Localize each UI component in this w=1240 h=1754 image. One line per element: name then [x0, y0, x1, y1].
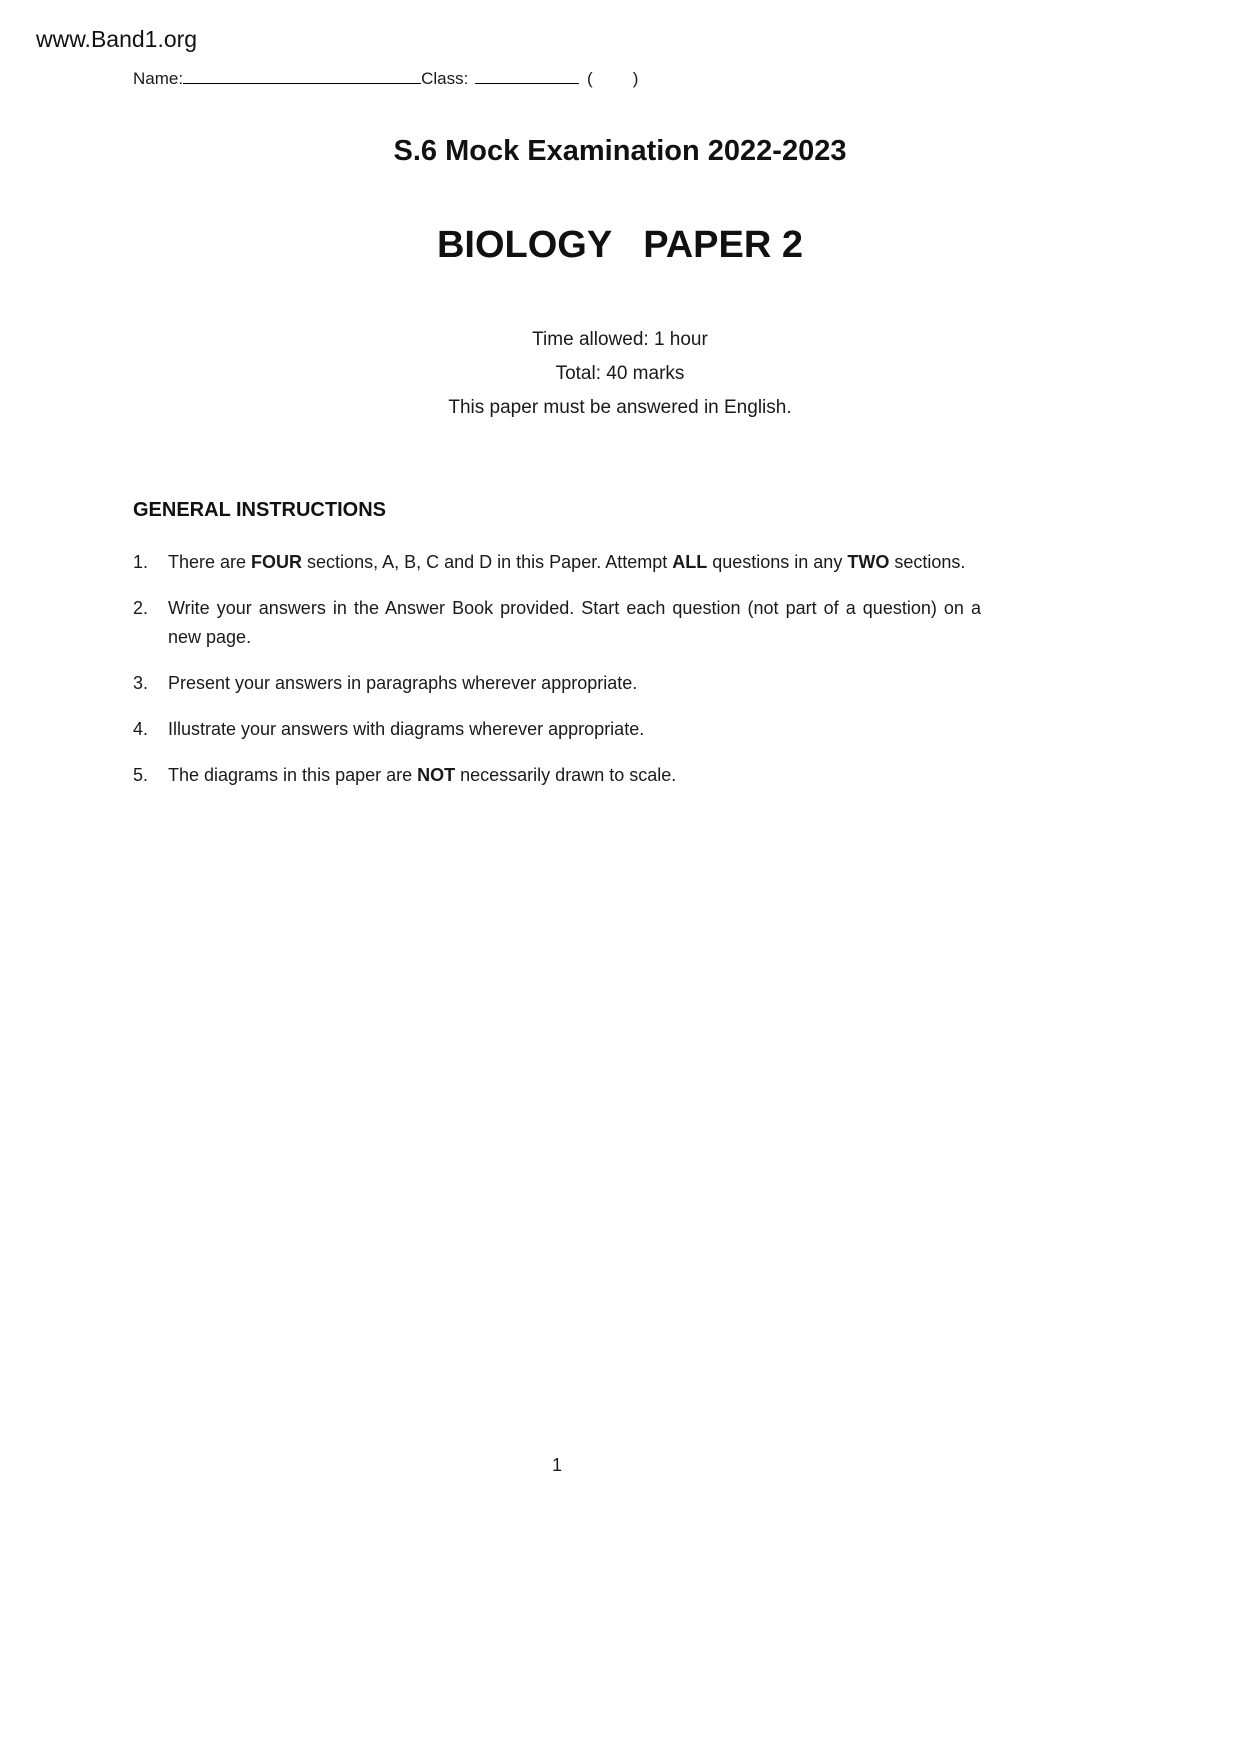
text-segment: necessarily drawn to scale. — [455, 765, 677, 785]
text-segment: The diagrams in this paper are — [168, 765, 418, 785]
instruction-item-3 — [133, 669, 981, 698]
name-label: Name: — [133, 69, 184, 88]
page-number: 1 — [551, 1455, 562, 1475]
instruction-text — [168, 669, 981, 698]
general-instructions-heading: GENERAL INSTRUCTIONS — [133, 499, 386, 521]
instruction-item-1 — [133, 548, 981, 577]
exam-title: S.6 Mock Examination 2022-2023 — [393, 135, 847, 167]
name-blank-field — [183, 69, 421, 84]
site-url: www.Band1.org — [36, 26, 198, 52]
instruction-text — [168, 715, 981, 744]
instruction-item-4 — [133, 715, 981, 744]
class-open-paren: ( — [587, 69, 593, 88]
text-segment-bold: FOUR — [251, 552, 303, 572]
text-segment-bold: ALL — [672, 552, 708, 572]
instruction-number: 4. — [133, 719, 149, 739]
instruction-item-2 — [133, 594, 981, 652]
text-segment: questions in any — [707, 552, 848, 572]
class-label: Class: — [421, 69, 469, 88]
instruction-text — [168, 594, 981, 652]
text-segment: There are — [168, 552, 252, 572]
paper-meta-block — [0, 323, 1240, 425]
text-segment: sections. — [889, 552, 966, 572]
name-class-line — [133, 69, 1240, 89]
subject-paper-title: BIOLOGY PAPER 2 — [436, 224, 803, 266]
text-segment: Present your answers in paragraphs wherever appropriate. — [168, 673, 638, 693]
instructions-list — [133, 548, 981, 790]
class-blank-field — [475, 69, 579, 84]
text-segment: Illustrate your answers with diagrams wherever appropriate. — [168, 719, 645, 739]
instruction-number: 1. — [133, 552, 149, 572]
class-close-paren: ) — [632, 69, 639, 88]
language-note: This paper must be answered in English. — [448, 397, 792, 418]
instruction-number: 5. — [133, 765, 149, 785]
instruction-number: 3. — [133, 673, 149, 693]
instruction-number: 2. — [133, 598, 149, 618]
text-segment: Write your answers in the Answer Book provided. Start each question (not part of a question) on a new page. — [168, 598, 981, 647]
instruction-item-5 — [133, 761, 981, 790]
text-segment: sections, A, B, C and D in this Paper. Attempt — [302, 552, 673, 572]
time-allowed: Time allowed: 1 hour — [532, 329, 708, 350]
text-segment-bold: NOT — [417, 765, 456, 785]
instruction-text — [168, 761, 981, 790]
text-segment-bold: TWO — [847, 552, 890, 572]
total-marks: Total: 40 marks — [555, 363, 685, 384]
instruction-text — [168, 548, 981, 577]
